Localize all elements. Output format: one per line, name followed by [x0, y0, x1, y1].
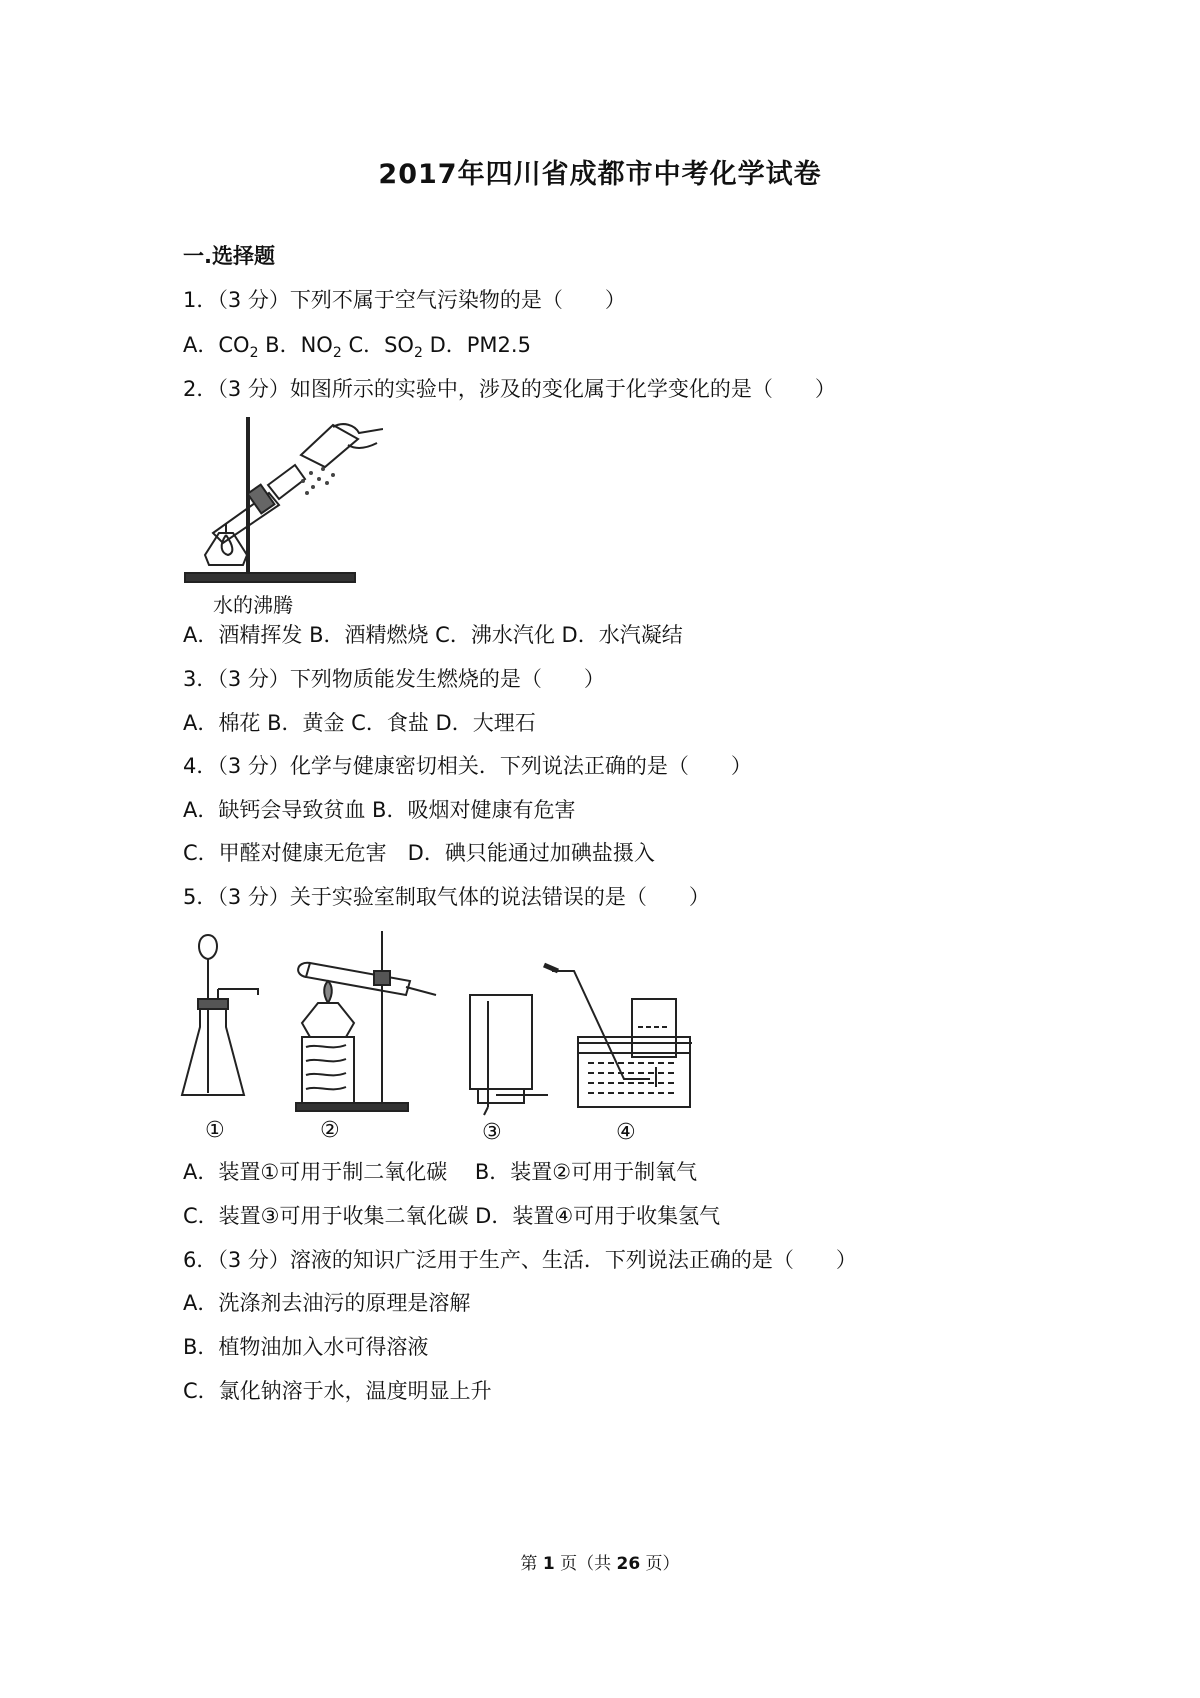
- q3-stem: 3．（3 分）下列物质能发生燃烧的是（ ）: [183, 667, 605, 691]
- q4-stem: 4．（3 分）化学与健康密切相关．下列说法正确的是（ ）: [183, 754, 752, 778]
- q6-option-b: B．植物油加入水可得溶液: [183, 1335, 429, 1359]
- q3-option-c: C．食盐: [351, 711, 429, 735]
- q5-options-line1: A．装置①可用于制二氧化碳 B．装置②可用于制氧气: [183, 1160, 698, 1184]
- q2-option-a: A．酒精挥发: [183, 623, 303, 647]
- q4-options-line2: C．甲醛对健康无危害 D．碘只能通过加碘盐摄入: [183, 841, 655, 865]
- q5-label-1: ①: [205, 1118, 225, 1143]
- q5-stem: 5．（3 分）关于实验室制取气体的说法错误的是（ ）: [183, 885, 710, 909]
- q2-option-b: B．酒精燃烧: [309, 623, 429, 647]
- page-title: 2017年四川省成都市中考化学试卷: [378, 159, 822, 190]
- q1-option-b: B．$NO_2$: [265, 333, 342, 362]
- q5-label-2: ②: [320, 1118, 340, 1143]
- q6-option-c: C．氯化钠溶于水，温度明显上升: [183, 1379, 492, 1403]
- q2-options: [183, 620, 683, 650]
- q5-label-3: ③: [482, 1120, 502, 1145]
- q5-options-line2: C．装置③可用于收集二氧化碳 D．装置④可用于收集氢气: [183, 1204, 721, 1228]
- page-footer: 第 1 页（共 26 页）: [520, 1554, 680, 1574]
- q5-label-4: ④: [616, 1120, 636, 1145]
- q2-option-c: C．沸水汽化: [435, 623, 555, 647]
- q5-apparatus-figure: [178, 927, 768, 1127]
- q2-option-d: D．水汽凝结: [561, 623, 683, 647]
- total-page-count: 26: [616, 1554, 641, 1574]
- q1-options: [183, 330, 531, 368]
- q1-option-d: D．PM2.5: [429, 333, 531, 357]
- q3-option-a: A．棉花: [183, 711, 261, 735]
- q6-stem: 6．（3 分）溶液的知识广泛用于生产、生活．下列说法正确的是（ ）: [183, 1248, 857, 1272]
- section-heading: 一.选择题: [183, 244, 275, 268]
- q3-options: [183, 708, 536, 738]
- q2-stem: 2．（3 分）如图所示的实验中，涉及的变化属于化学变化的是（ ）: [183, 377, 836, 401]
- q6-option-a: A．洗涤剂去油污的原理是溶解: [183, 1291, 471, 1315]
- q1-option-c: C．$SO_2$: [348, 333, 423, 362]
- q2-boiling-water-figure: [183, 415, 383, 595]
- q3-option-b: B．黄金: [267, 711, 345, 735]
- q1-stem: 1．（3 分）下列不属于空气污染物的是（ ）: [183, 288, 626, 312]
- q3-option-d: D．大理石: [435, 711, 536, 735]
- q1-option-a: A．$CO_2$: [183, 333, 259, 362]
- current-page-number: 1: [542, 1554, 555, 1574]
- q4-options-line1: A．缺钙会导致贫血 B．吸烟对健康有危害: [183, 798, 576, 822]
- q2-figure-caption: 水的沸腾: [213, 593, 293, 617]
